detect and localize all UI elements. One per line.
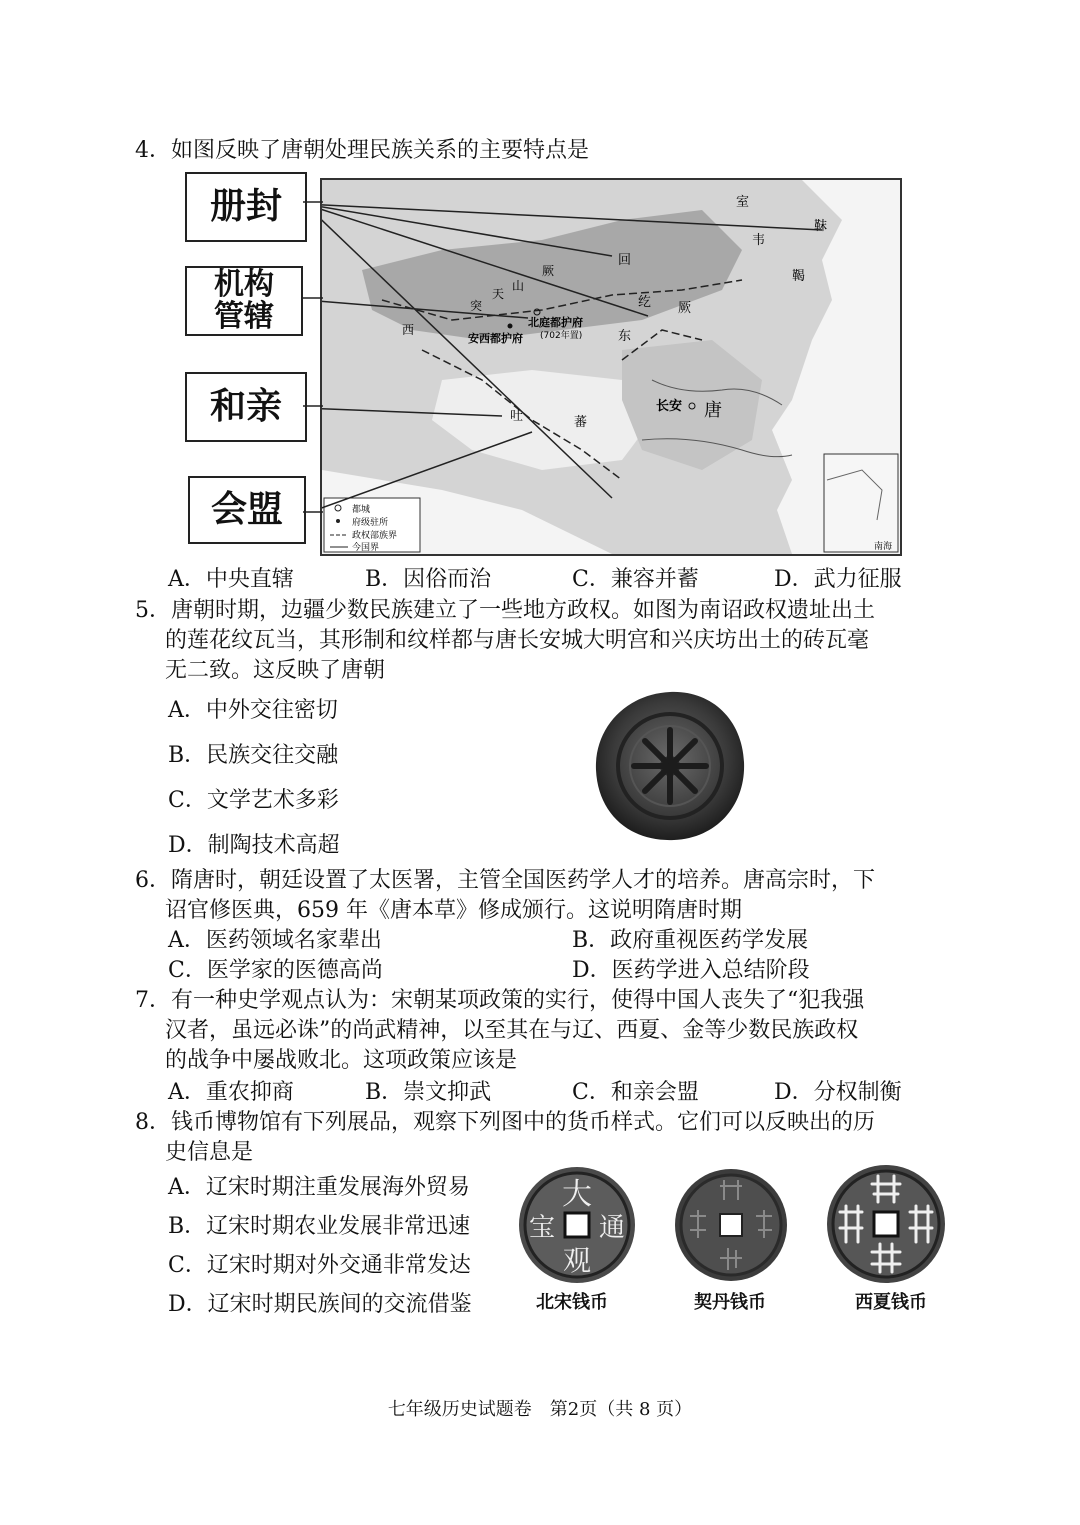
western-xia-coin-image <box>824 1162 948 1286</box>
svg-text:突: 突 <box>470 299 483 313</box>
svg-text:回: 回 <box>618 253 632 268</box>
q4-option-b: B．因俗而治 <box>365 567 492 592</box>
q4-option-a: A．中央直辖 <box>168 567 294 592</box>
q5-stem-line-1: 5．唐朝时期，边疆少数民族建立了一些地方政权。如图为南诏政权遗址出土 <box>135 598 875 623</box>
q4-option-d: D．武力征服 <box>774 567 902 592</box>
svg-text:吐: 吐 <box>510 409 524 424</box>
q6-stem-line-2: 诏官修医典，659 年《唐本草》修成颁行。这说明隋唐时期 <box>165 898 742 923</box>
coin-label-western-xia: 西夏钱币 <box>855 1292 927 1313</box>
svg-text:唐: 唐 <box>704 400 722 421</box>
q8-option-b: B．辽宋时期农业发展非常迅速 <box>168 1214 471 1239</box>
svg-text:通: 通 <box>598 1213 626 1243</box>
q7-stem-line-1: 7．有一种史学观点认为：宋朝某项政策的实行，使得中国人丧失了“犯我强 <box>135 988 865 1013</box>
q7-stem-line-3: 的战争中屡战败北。这项政策应该是 <box>165 1048 518 1073</box>
svg-text:厥: 厥 <box>542 264 555 278</box>
q6-option-a: A．医药领域名家辈出 <box>168 928 382 953</box>
q4-option-c: C．兼容并蓄 <box>572 567 699 592</box>
svg-text:府级驻所: 府级驻所 <box>352 518 389 528</box>
q5-option-b: B．民族交往交融 <box>168 743 339 768</box>
svg-text:西: 西 <box>402 323 415 337</box>
connector-stubs <box>303 178 323 552</box>
q7-option-d: D．分权制衡 <box>774 1080 902 1105</box>
q5-stem-line-2: 的莲花纹瓦当，其形制和纹样都与唐长安城大明宫和兴庆坊出土的砖瓦毫 <box>165 628 870 653</box>
q8-option-d: D．辽宋时期民族间的交流借鉴 <box>168 1292 472 1317</box>
svg-text:山: 山 <box>512 279 525 293</box>
box-huimeng: 会盟 <box>188 476 306 544</box>
q5-option-a: A．中外交往密切 <box>168 698 338 723</box>
svg-text:韦: 韦 <box>752 233 766 248</box>
q6-option-c: C．医学家的医德高尚 <box>168 958 383 983</box>
q8-option-a: A．辽宋时期注重发展海外贸易 <box>168 1175 470 1200</box>
svg-text:东: 东 <box>618 329 632 344</box>
svg-text:靺: 靺 <box>814 219 828 234</box>
svg-text:都城: 都城 <box>352 505 371 515</box>
svg-text:观: 观 <box>562 1244 592 1277</box>
page-footer: 七年级历史试题卷 第2页（共 8 页） <box>387 1399 693 1420</box>
khitan-coin-image <box>672 1166 790 1284</box>
svg-text:(702年置): (702年置) <box>540 331 583 341</box>
q7-option-b: B．崇文抑武 <box>365 1080 492 1105</box>
box-jigou-guanxia: 机构管辖 <box>185 266 303 336</box>
q8-stem-line-1: 8．钱币博物馆有下列展品，观察下列图中的货币样式。它们可以反映出的历 <box>135 1110 875 1135</box>
coin-label-northern-song: 北宋钱币 <box>536 1292 608 1313</box>
q7-option-c: C．和亲会盟 <box>572 1080 699 1105</box>
q4-stem: 4．如图反映了唐朝处理民族关系的主要特点是 <box>135 138 589 163</box>
q5-stem-line-3: 无二致。这反映了唐朝 <box>165 658 386 683</box>
q7-option-a: A．重农抑商 <box>168 1080 294 1105</box>
label-nanhai: 南海 <box>874 542 893 552</box>
svg-text:鞨: 鞨 <box>792 269 806 284</box>
q6-option-d: D．医药学进入总结阶段 <box>572 958 810 983</box>
tang-map <box>320 178 902 556</box>
svg-text:厥: 厥 <box>678 301 692 316</box>
svg-text:政权部族界: 政权部族界 <box>352 531 398 541</box>
q5-option-d: D．制陶技术高超 <box>168 833 340 858</box>
svg-text:安西都护府: 安西都护府 <box>468 332 523 345</box>
q7-stem-line-2: 汉者，虽远必诛”的尚武精神，以至其在与辽、西夏、金等少数民族政权 <box>165 1018 859 1043</box>
svg-text:纥: 纥 <box>638 295 652 310</box>
q8-stem-line-2: 史信息是 <box>165 1140 254 1165</box>
q8-option-c: C．辽宋时期对外交通非常发达 <box>168 1253 471 1278</box>
q6-stem-line-1: 6．隋唐时，朝廷设置了太医署，主管全国医药学人才的培养。唐高宗时，下 <box>135 868 875 893</box>
coin-label-khitan: 契丹钱币 <box>694 1292 766 1313</box>
svg-text:天: 天 <box>492 287 505 301</box>
lotus-tile-end-image <box>590 686 750 846</box>
q5-option-c: C．文学艺术多彩 <box>168 788 339 813</box>
q6-option-b: B．政府重视医药学发展 <box>572 928 809 953</box>
svg-text:宝: 宝 <box>528 1213 556 1243</box>
svg-text:今国界: 今国界 <box>352 543 380 553</box>
svg-text:长安: 长安 <box>656 399 683 414</box>
svg-text:大: 大 <box>562 1177 592 1212</box>
svg-text:室: 室 <box>736 195 750 210</box>
northern-song-coin-image <box>516 1164 638 1286</box>
svg-text:北庭都护府: 北庭都护府 <box>528 316 583 329</box>
svg-text:蕃: 蕃 <box>574 415 588 430</box>
box-heqin: 和亲 <box>185 372 307 442</box>
box-cefeng: 册封 <box>185 172 307 242</box>
